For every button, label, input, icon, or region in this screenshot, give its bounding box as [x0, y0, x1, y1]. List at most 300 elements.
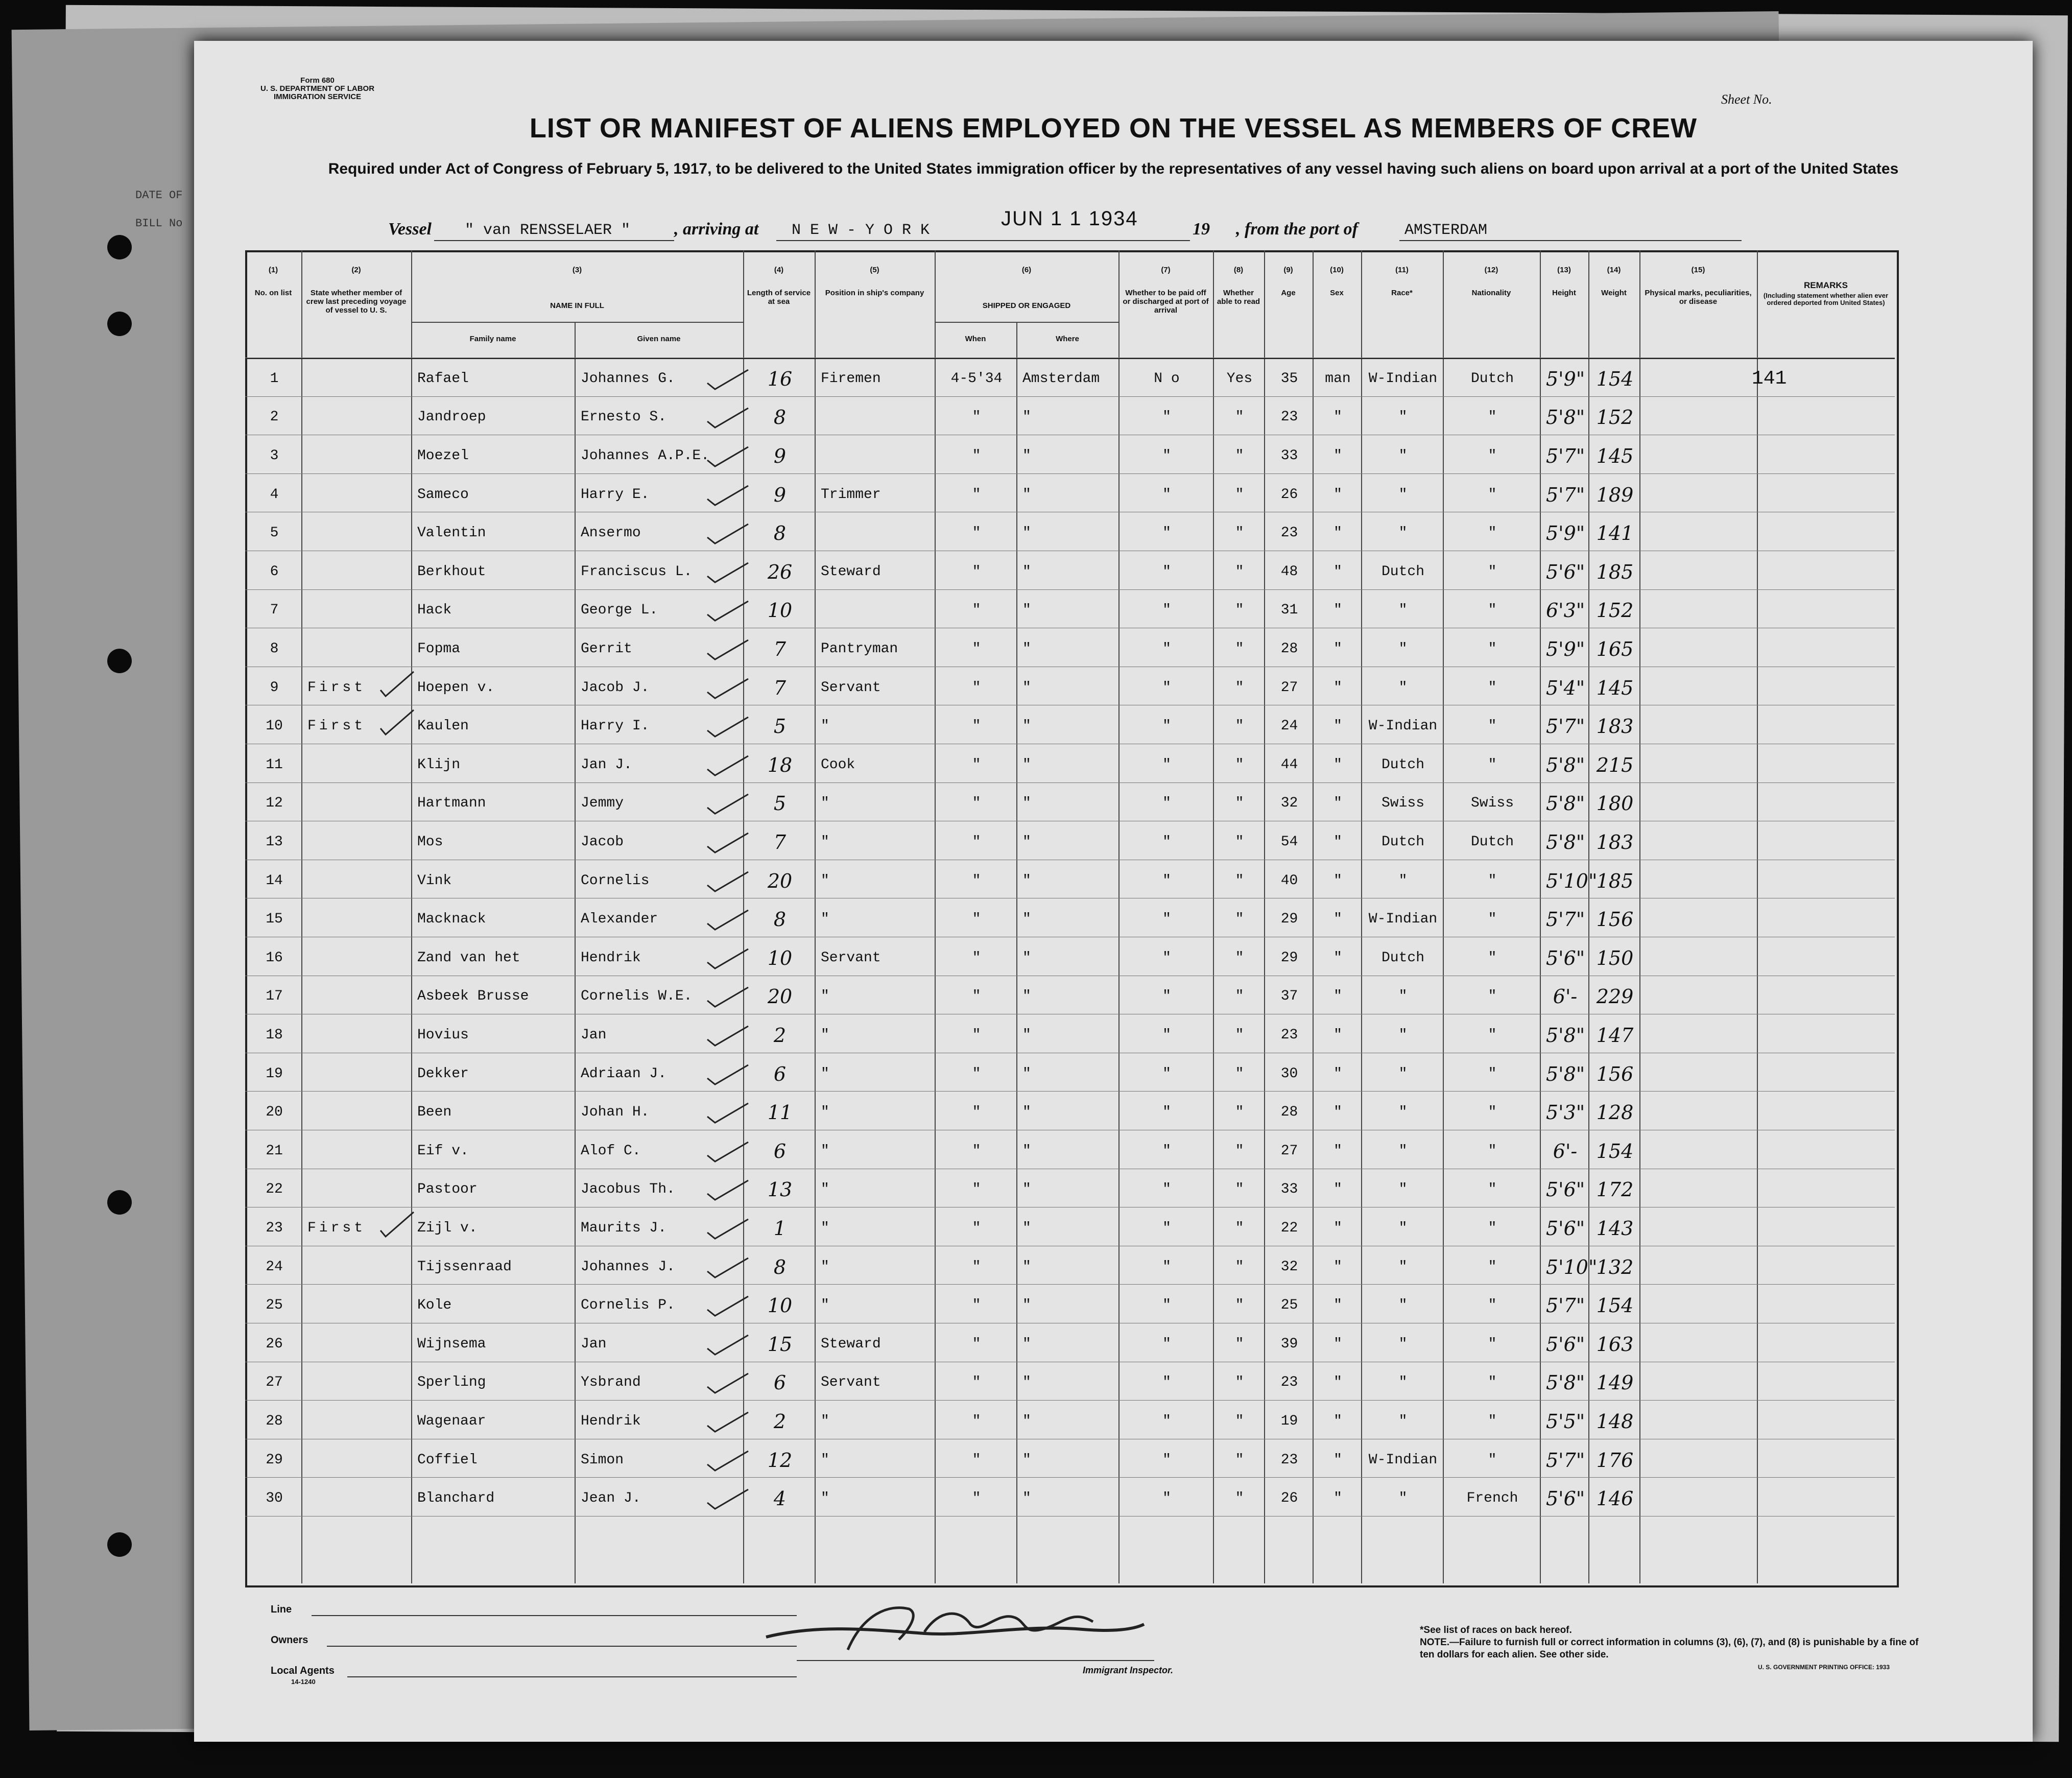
cell-service: 8	[773, 406, 787, 429]
cell-paid: "	[1162, 1220, 1171, 1236]
cell-sex: "	[1333, 795, 1342, 812]
cell-height: 5'5"	[1546, 1410, 1585, 1433]
cell-age: 35	[1280, 370, 1298, 387]
cell-race: "	[1398, 1490, 1408, 1507]
cell-age: 22	[1280, 1220, 1298, 1236]
cell-when: "	[972, 602, 981, 619]
cell-no: 21	[266, 1143, 283, 1159]
cell-position	[821, 402, 931, 433]
inspector-signature	[756, 1594, 1154, 1660]
column-number-c1: (1)	[268, 266, 278, 274]
cell-no: 20	[266, 1104, 283, 1121]
cell-given: Ansermo	[581, 525, 641, 541]
cell-read: Yes	[1226, 370, 1253, 387]
cell-sex: "	[1333, 1452, 1342, 1468]
cell-paid: N o	[1154, 370, 1180, 387]
punch-hole	[107, 649, 132, 673]
check-mark	[705, 1410, 751, 1436]
column-rule	[935, 250, 936, 1583]
column-number-c3: (3)	[572, 266, 582, 274]
cell-where: "	[1022, 756, 1031, 773]
cell-last: First	[307, 679, 366, 696]
inspector-label: Immigrant Inspector.	[1083, 1665, 1174, 1675]
row-rule	[245, 589, 1895, 590]
row-rule	[245, 1091, 1895, 1092]
cell-height: 5'6"	[1546, 946, 1585, 969]
cell-service: 7	[773, 676, 787, 699]
cell-where: "	[1022, 409, 1031, 425]
cell-family: Rafael	[417, 370, 469, 387]
cell-position	[821, 518, 931, 549]
check-mark	[705, 406, 751, 432]
cell-family: Kole	[417, 1297, 452, 1314]
cell-read: "	[1235, 1336, 1244, 1352]
cell-paid: "	[1162, 988, 1171, 1005]
check-mark	[705, 1487, 751, 1513]
column-header-c2: State whether member of crew last preceding voyage of vessel to U. S.	[306, 289, 407, 315]
cell-weight: 154	[1596, 367, 1634, 390]
column-header-when: When	[965, 335, 986, 343]
cell-age: 48	[1280, 563, 1298, 580]
cell-paid: "	[1162, 950, 1171, 966]
cell-race: W-Indian	[1368, 718, 1438, 734]
cell-weight: 148	[1596, 1410, 1634, 1433]
cell-last	[307, 1290, 407, 1321]
cell-family: Macknack	[417, 911, 486, 928]
cell-where: "	[1022, 525, 1031, 541]
cell-position: Firemen	[821, 370, 881, 387]
cell-read: "	[1235, 795, 1244, 812]
cell-race: "	[1398, 872, 1408, 889]
cell-nationality: "	[1488, 1027, 1497, 1043]
cell-nationality: "	[1488, 679, 1497, 696]
cell-read: "	[1235, 1181, 1244, 1198]
cell-position: "	[821, 988, 829, 1005]
cell-nationality: "	[1488, 718, 1497, 734]
check-mark	[705, 445, 751, 470]
cell-age: 33	[1280, 448, 1298, 464]
cell-given: Jacob J.	[581, 679, 650, 696]
cell-service: 10	[767, 946, 793, 969]
cell-race: "	[1398, 1104, 1408, 1121]
cell-where: "	[1022, 1413, 1031, 1429]
cell-sex: "	[1333, 1027, 1342, 1043]
cell-sex: "	[1333, 1220, 1342, 1236]
cell-age: 28	[1280, 1104, 1298, 1121]
cell-service: 2	[773, 1410, 787, 1433]
page-subtitle: Required under Act of Congress of February 5, 1917, to be delivered to the United States immigration officer by the representatives of any vessel having such aliens on board upon arrival at a port of the United States	[328, 160, 1899, 177]
cell-given: George L.	[581, 602, 658, 619]
cell-when: "	[972, 756, 981, 773]
cell-race: W-Indian	[1368, 1452, 1438, 1468]
cell-given: Simon	[581, 1452, 624, 1468]
punch-hole	[107, 235, 132, 259]
cell-position: "	[821, 1490, 829, 1507]
cell-race: "	[1398, 641, 1408, 657]
row-rule	[245, 473, 1895, 474]
cell-no: 18	[266, 1027, 283, 1043]
cell-race: "	[1398, 1413, 1408, 1429]
check-mark	[705, 715, 751, 741]
cell-last	[307, 480, 407, 510]
cell-position: Servant	[821, 679, 881, 696]
cell-family: Hack	[417, 602, 452, 619]
column-rule	[411, 250, 412, 1583]
check-mark	[705, 1101, 751, 1127]
cell-no: 12	[266, 795, 283, 812]
cell-no: 5	[270, 525, 279, 541]
cell-read: "	[1235, 1297, 1244, 1314]
cell-last	[307, 788, 407, 819]
column-number-c4: (4)	[774, 266, 784, 274]
column-header-c1: No. on list	[254, 289, 292, 297]
cell-weight: 154	[1596, 1140, 1634, 1163]
column-number-c6: (6)	[1021, 266, 1032, 274]
cell-last	[307, 750, 407, 780]
cell-given: Jan	[581, 1027, 607, 1043]
cell-weight: 215	[1596, 753, 1634, 776]
cell-service: 10	[767, 1294, 793, 1317]
vessel-name: " van RENSSELAER "	[465, 222, 631, 239]
cell-nationality: Dutch	[1470, 370, 1514, 387]
cell-race: Dutch	[1381, 950, 1424, 966]
cell-position: Trimmer	[821, 486, 881, 503]
cell-no: 19	[266, 1065, 283, 1082]
cell-age: 28	[1280, 641, 1298, 657]
cell-given: Alexander	[581, 911, 658, 928]
cell-nationality: "	[1488, 602, 1497, 619]
cell-height: 5'8"	[1546, 792, 1585, 815]
cell-read: "	[1235, 1259, 1244, 1275]
cell-weight: 165	[1596, 638, 1634, 660]
check-mark	[705, 985, 751, 1011]
manifest-page	[194, 41, 2033, 1742]
line-label: Line	[271, 1604, 292, 1615]
cell-service: 7	[773, 638, 787, 660]
cell-age: 23	[1280, 1452, 1298, 1468]
cell-no: 30	[266, 1490, 283, 1507]
cell-race: W-Indian	[1368, 911, 1438, 928]
cell-where: "	[1022, 795, 1031, 812]
cell-age: 40	[1280, 872, 1298, 889]
cell-last	[307, 981, 407, 1012]
cell-nationality: Swiss	[1470, 795, 1514, 812]
cell-given: Jemmy	[581, 795, 624, 812]
cell-read: "	[1235, 602, 1244, 619]
cell-service: 2	[773, 1024, 787, 1047]
cell-race: "	[1398, 486, 1408, 503]
cell-where: "	[1022, 1297, 1031, 1314]
cell-height: 5'6"	[1546, 1217, 1585, 1240]
cell-service: 6	[773, 1062, 787, 1085]
cell-no: 14	[266, 872, 283, 889]
cell-sex: "	[1333, 1297, 1342, 1314]
cell-family: Dekker	[417, 1065, 469, 1082]
column-rule	[1118, 250, 1120, 1583]
cell-race: Swiss	[1381, 795, 1424, 812]
cell-paid: "	[1162, 602, 1171, 619]
cell-last	[307, 441, 407, 471]
cell-read: "	[1235, 1143, 1244, 1159]
cell-when: "	[972, 795, 981, 812]
cell-age: 31	[1280, 602, 1298, 619]
cell-when: "	[972, 1143, 981, 1159]
cell-family: Zand van het	[417, 950, 520, 966]
cell-position: "	[821, 1027, 829, 1043]
cell-height: 5'8"	[1546, 753, 1585, 776]
cell-given: Maurits J.	[581, 1220, 667, 1236]
cell-no: 27	[266, 1374, 283, 1391]
cell-last	[307, 1252, 407, 1283]
cell-where: "	[1022, 911, 1031, 928]
cell-when: "	[972, 988, 981, 1005]
cell-given: Harry I.	[581, 718, 650, 734]
cell-height: 5'7"	[1546, 908, 1585, 931]
cell-given: Alof C.	[581, 1143, 641, 1159]
cell-read: "	[1235, 1374, 1244, 1391]
cell-race: W-Indian	[1368, 370, 1438, 387]
column-rule	[1588, 250, 1589, 1583]
cell-age: 19	[1280, 1413, 1298, 1429]
cell-family: Zijl v.	[417, 1220, 478, 1236]
column-number-c11: (11)	[1395, 266, 1409, 274]
cell-last	[307, 557, 407, 587]
footnote	[1420, 1624, 1931, 1673]
cell-sex: "	[1333, 409, 1342, 425]
cell-sex: "	[1333, 1065, 1342, 1082]
column-header-remarks: REMARKS	[1804, 280, 1848, 290]
cell-age: 30	[1280, 1065, 1298, 1082]
check-mark	[705, 947, 751, 973]
cell-sex: "	[1333, 525, 1342, 541]
cell-nationality: "	[1488, 641, 1497, 657]
cell-family: Blanchard	[417, 1490, 495, 1507]
cell-read: "	[1235, 1065, 1244, 1082]
cell-given: Johannes A.P.E.	[581, 448, 710, 464]
date-stamp: JUN 1 1 1934	[1001, 207, 1138, 230]
cell-when: "	[972, 1374, 981, 1391]
cell-race: "	[1398, 1336, 1408, 1352]
check-mark	[705, 754, 751, 779]
cell-given: Adriaan J.	[581, 1065, 667, 1082]
cell-where: "	[1022, 1027, 1031, 1043]
cell-last	[307, 1020, 407, 1051]
column-number-c2: (2)	[351, 266, 361, 274]
punch-hole	[107, 1532, 132, 1557]
cell-given: Cornelis	[581, 872, 650, 889]
cell-no: 24	[266, 1259, 283, 1275]
cell-service: 7	[773, 831, 787, 854]
column-rule	[575, 322, 576, 1583]
cell-position: Cook	[821, 756, 855, 773]
cell-given: Gerrit	[581, 641, 632, 657]
cell-where: "	[1022, 718, 1031, 734]
cell-paid: "	[1162, 448, 1171, 464]
cell-height: 6'3"	[1546, 599, 1585, 622]
cell-weight: 156	[1596, 908, 1634, 931]
cell-last	[307, 1483, 407, 1514]
cell-sex: "	[1333, 448, 1342, 464]
cell-when: "	[972, 448, 981, 464]
form-id-line: IMMIGRATION SERVICE	[273, 92, 362, 101]
races-note: *See list of races on back hereof.	[1420, 1625, 1572, 1635]
cell-family: Wijnsema	[417, 1336, 486, 1352]
cell-where: "	[1022, 1490, 1031, 1507]
cell-read: "	[1235, 950, 1244, 966]
cell-sex: "	[1333, 950, 1342, 966]
cell-service: 20	[767, 869, 793, 892]
cell-service: 9	[773, 483, 787, 506]
cell-given: Cornelis W.E.	[581, 988, 693, 1005]
left-edge-date-label: DATE OF	[135, 189, 183, 202]
cell-service: 18	[767, 753, 793, 776]
cell-sex: "	[1333, 1143, 1342, 1159]
cell-height: 5'9"	[1546, 522, 1585, 545]
cell-sex: "	[1333, 718, 1342, 734]
column-number-c8: (8)	[1233, 266, 1244, 274]
cell-weight: 154	[1596, 1294, 1634, 1317]
column-number-c15: (15)	[1691, 266, 1705, 274]
cell-read: "	[1235, 1413, 1244, 1429]
cell-nationality: "	[1488, 1181, 1497, 1198]
cell-where: "	[1022, 1452, 1031, 1468]
cell-service: 8	[773, 908, 787, 931]
cell-height: 5'7"	[1546, 715, 1585, 738]
cell-height: 5'8"	[1546, 1024, 1585, 1047]
cell-when: "	[972, 950, 981, 966]
cell-given: Jean J.	[581, 1490, 641, 1507]
cell-no: 25	[266, 1297, 283, 1314]
cell-where: "	[1022, 1143, 1031, 1159]
cell-nationality: "	[1488, 756, 1497, 773]
cell-service: 9	[773, 445, 787, 467]
cell-paid: "	[1162, 1027, 1171, 1043]
cell-given: Johannes G.	[581, 370, 675, 387]
cell-position: "	[821, 1297, 829, 1314]
cell-paid: "	[1162, 409, 1171, 425]
cell-race: "	[1398, 988, 1408, 1005]
cell-paid: "	[1162, 1336, 1171, 1352]
page-title: LIST OR MANIFEST OF ALIENS EMPLOYED ON THE VESSEL AS MEMBERS OF CREW	[529, 113, 1698, 144]
cell-no: 4	[270, 486, 279, 503]
cell-race: "	[1398, 448, 1408, 464]
column-header-c9: Age	[1281, 289, 1296, 297]
cell-no: 7	[270, 602, 279, 619]
cell-nationality: "	[1488, 1220, 1497, 1236]
column-header-c8: Whether able to read	[1217, 289, 1260, 306]
column-header-c3: NAME IN FULL	[550, 301, 604, 310]
left-edge-bill-label: BILL No	[135, 217, 183, 230]
cell-when: "	[972, 1490, 981, 1507]
cell-position: "	[821, 1220, 829, 1236]
cell-when: "	[972, 1181, 981, 1198]
cell-last	[307, 1059, 407, 1089]
cell-where: "	[1022, 602, 1031, 619]
cell-read: "	[1235, 486, 1244, 503]
check-mark	[705, 792, 751, 818]
column-header-c13: Height	[1552, 289, 1576, 297]
cell-last	[307, 904, 407, 935]
cell-family: Coffiel	[417, 1452, 478, 1468]
cell-no: 23	[266, 1220, 283, 1236]
cell-last	[307, 634, 407, 665]
punch-hole	[107, 312, 132, 336]
cell-no: 8	[270, 641, 279, 657]
cell-weight: 172	[1596, 1178, 1634, 1201]
cell-nationality: "	[1488, 409, 1497, 425]
cell-nationality: "	[1488, 911, 1497, 928]
cell-sex: "	[1333, 563, 1342, 580]
check-mark	[705, 1333, 751, 1359]
column-rule	[1639, 250, 1640, 1583]
cell-read: "	[1235, 834, 1244, 850]
cell-where: "	[1022, 1104, 1031, 1121]
cell-read: "	[1235, 525, 1244, 541]
cell-family: Eif v.	[417, 1143, 469, 1159]
cell-family: Berkhout	[417, 563, 486, 580]
column-header-c6: SHIPPED OR ENGAGED	[982, 301, 1071, 310]
cell-when: "	[972, 1065, 981, 1082]
cell-service: 11	[767, 1101, 793, 1124]
cell-no: 15	[266, 911, 283, 928]
row-rule	[245, 1284, 1895, 1285]
cell-sex: "	[1333, 1259, 1342, 1275]
cell-race: "	[1398, 525, 1408, 541]
cell-when: "	[972, 834, 981, 850]
form-id-line: U. S. DEPARTMENT OF LABOR	[260, 84, 375, 93]
cell-nationality: "	[1488, 563, 1497, 580]
cell-last	[307, 364, 407, 394]
cell-nationality: "	[1488, 1104, 1497, 1121]
check-mark	[705, 1294, 751, 1320]
cell-when: "	[972, 641, 981, 657]
cell-family: Valentin	[417, 525, 486, 541]
cell-when: 4-5'34	[950, 370, 1003, 387]
cell-when: "	[972, 1413, 981, 1429]
local-agents-label: Local Agents	[271, 1665, 335, 1676]
cell-no: 28	[266, 1413, 283, 1429]
cell-age: 54	[1280, 834, 1298, 850]
check-mark	[705, 1217, 751, 1243]
cell-position: "	[821, 1104, 829, 1121]
cell-service: 16	[767, 367, 793, 390]
column-rule	[1443, 250, 1444, 1583]
cell-position: "	[821, 1181, 829, 1198]
cell-paid: "	[1162, 1374, 1171, 1391]
cell-sex: "	[1333, 1104, 1342, 1121]
row-rule	[245, 1400, 1895, 1401]
cell-sex: "	[1333, 486, 1342, 503]
cell-family: Jandroep	[417, 409, 486, 425]
column-number-c7: (7)	[1161, 266, 1171, 274]
cell-where: Amsterdam	[1022, 370, 1100, 387]
cell-read: "	[1235, 641, 1244, 657]
cell-no: 10	[266, 718, 283, 734]
cell-read: "	[1235, 1490, 1244, 1507]
cell-position: "	[821, 1452, 829, 1468]
cell-last	[307, 1174, 407, 1205]
cell-where: "	[1022, 679, 1031, 696]
column-header-remarks-sub: (Including statement whether alien ever ordered deported from United States)	[1763, 292, 1889, 306]
cell-nationality: "	[1488, 872, 1497, 889]
column-header-c14: Weight	[1601, 289, 1627, 297]
cell-service: 10	[767, 599, 793, 622]
cell-sex: "	[1333, 756, 1342, 773]
cell-family: Hoepen v.	[417, 679, 495, 696]
cell-given: Jacobus Th.	[581, 1181, 675, 1198]
column-rule	[1757, 250, 1758, 1583]
cell-paid: "	[1162, 1297, 1171, 1314]
